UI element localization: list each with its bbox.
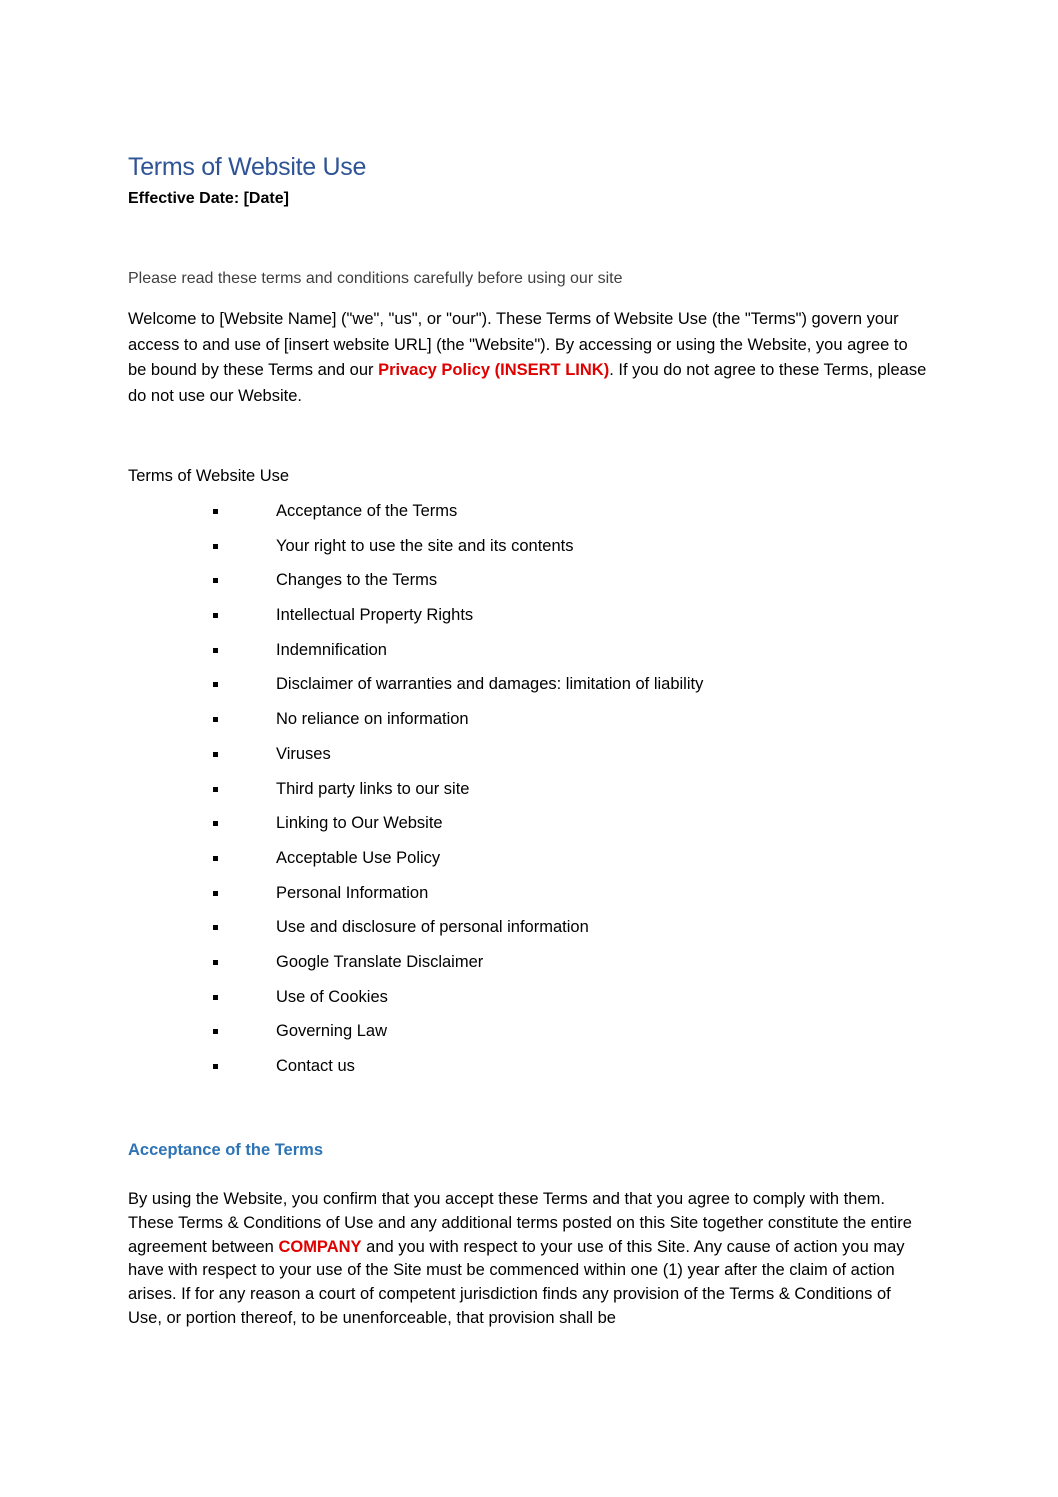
toc-item-label: Use and disclosure of personal information <box>276 918 589 937</box>
company-placeholder: COMPANY <box>278 1237 362 1256</box>
toc-item-label: Acceptable Use Policy <box>276 848 441 867</box>
document-title: Terms of Website Use <box>128 153 367 181</box>
intro-text-part2: . If you do not agree to these Terms, please do not use our Website. <box>128 361 927 405</box>
toc-item-label: Intellectual Property Rights <box>276 606 474 625</box>
toc-item-label: Use of Cookies <box>276 987 388 1006</box>
bullet-icon <box>213 995 218 1000</box>
toc-item-label: Google Translate Disclaimer <box>276 952 484 971</box>
bullet-icon <box>213 648 218 653</box>
document-subtitle: Please read these terms and conditions carefully before using our site <box>128 270 623 287</box>
bullet-icon <box>213 752 218 757</box>
effective-date: Effective Date: [Date] <box>128 190 289 207</box>
privacy-policy-link[interactable]: Privacy Policy (INSERT LINK) <box>378 361 610 379</box>
bullet-icon <box>213 821 218 826</box>
toc-item-label: Governing Law <box>276 1022 387 1041</box>
toc-item-label: Indemnification <box>276 640 387 659</box>
toc-item-label: Your right to use the site and its contents <box>276 536 574 555</box>
toc-item-label: Acceptance of the Terms <box>276 502 458 520</box>
toc-item-label: Disclaimer of warranties and damages: limitation of liability <box>276 675 704 694</box>
bullet-icon <box>213 960 218 965</box>
toc-item-label: Viruses <box>276 744 331 763</box>
toc-item-label: Linking to Our Website <box>276 814 443 833</box>
bullet-icon <box>213 509 218 514</box>
toc-item-label: Personal Information <box>276 883 429 902</box>
toc-item-label: Third party links to our site <box>276 779 470 798</box>
toc-heading: Terms of Website Use <box>128 467 290 485</box>
bullet-icon <box>213 787 218 792</box>
intro-paragraph <box>128 307 928 409</box>
toc-item-label: No reliance on information <box>276 710 469 729</box>
bullet-icon <box>213 1064 218 1069</box>
section-body-acceptance <box>128 1188 928 1331</box>
bullet-icon <box>213 925 218 930</box>
bullet-icon <box>213 891 218 896</box>
bullet-icon <box>213 856 218 861</box>
section-text-part1: These Terms & Conditions of Use and any additional terms posted on this Site together constitute the entire agreement between <box>128 1213 912 1256</box>
section-paragraph <box>128 1212 928 1331</box>
intro-text-part1: Welcome to [Website Name] ("we", "us", or "our"). These Terms of Website Use (the "Terms") govern your access to and use of [insert website URL] (the "Website"). By accessing or using the Website, you agree to be bound by these Terms and our <box>128 310 908 379</box>
section-heading-acceptance: Acceptance of the Terms <box>128 1141 324 1159</box>
bullet-icon <box>213 682 218 687</box>
bullet-icon <box>213 613 218 618</box>
bullet-icon <box>213 717 218 722</box>
bullet-icon <box>213 578 218 583</box>
bullet-icon <box>213 1029 218 1034</box>
bullet-icon <box>213 544 218 549</box>
section-paragraph: By using the Website, you confirm that you accept these Terms and that you agree to comply with them. <box>128 1190 885 1208</box>
section-text-part2: and you with respect to your use of this Site. Any cause of action you may have with respect to your use of the Site must be commenced within one (1) year after the claim of action arises. If for any reason a court of competent jurisdiction finds any provision of the Terms & Conditions of Use, or portion thereof, to be unenforceable, that provision shall be <box>128 1237 905 1327</box>
toc-item-label: Changes to the Terms <box>276 571 438 590</box>
toc-item-label: Contact us <box>276 1057 355 1075</box>
